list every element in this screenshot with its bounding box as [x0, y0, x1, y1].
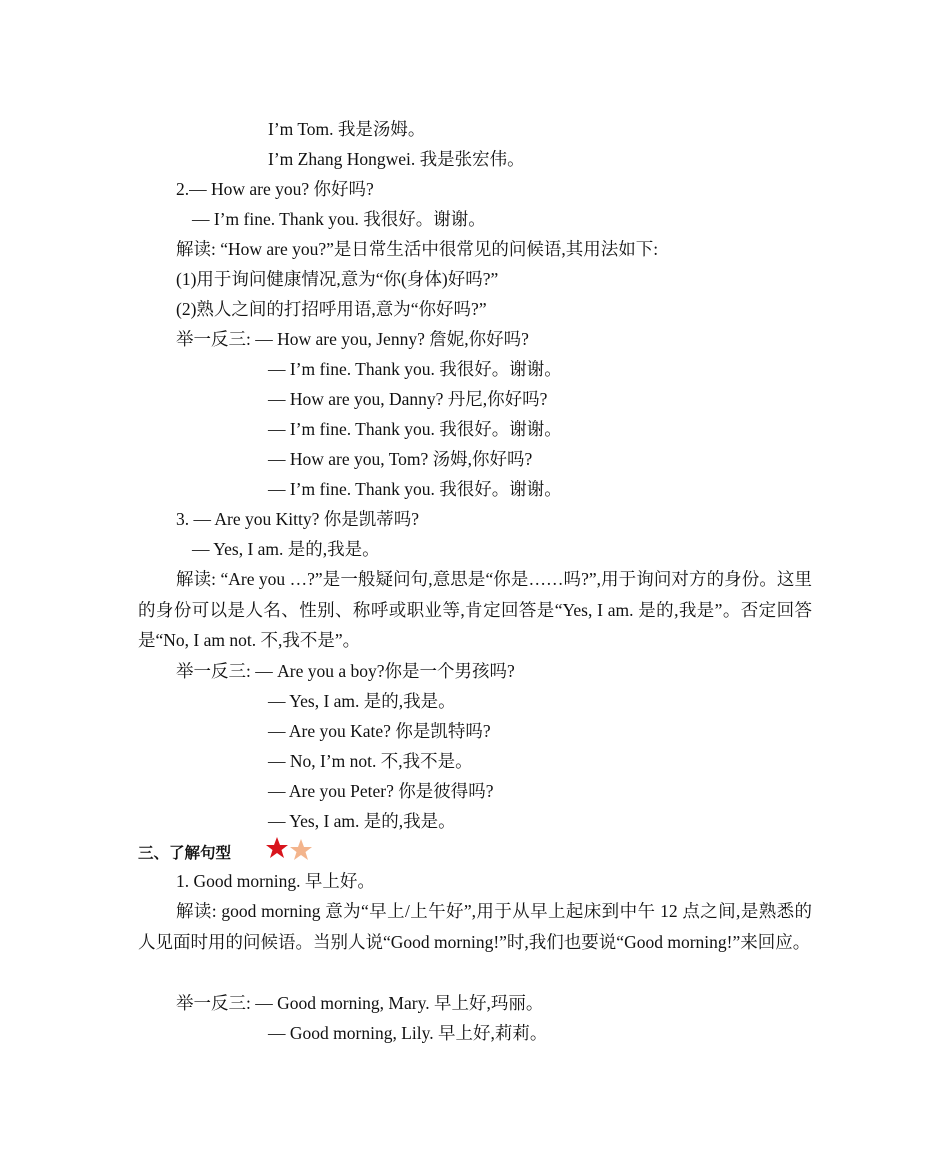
text-line: — I’m fine. Thank you. 我很好。谢谢。 — [268, 359, 562, 379]
text-line: I’m Tom. 我是汤姆。 — [268, 119, 426, 139]
text-line: — Yes, I am. 是的,我是。 — [268, 811, 456, 831]
text-line: — How are you, Danny? 丹尼,你好吗? — [268, 389, 548, 409]
text-line: 解读: “How are you?”是日常生活中很常见的问候语,其用法如下: — [176, 239, 659, 259]
text-line: — Are you Peter? 你是彼得吗? — [268, 781, 494, 801]
text-line: (1)用于询问健康情况,意为“你(身体)好吗?” — [176, 269, 499, 289]
text-line: — Yes, I am. 是的,我是。 — [192, 539, 380, 559]
text-line: — I’m fine. Thank you. 我很好。谢谢。 — [268, 419, 562, 439]
section-heading: 三、了解句型 — [138, 844, 232, 862]
text-line: 举一反三: — How are you, Jenny? 詹妮,你好吗? — [176, 329, 529, 349]
text-line: — How are you, Tom? 汤姆,你好吗? — [268, 449, 533, 469]
rating-stars-icon — [266, 836, 318, 864]
star-filled-icon — [266, 837, 288, 858]
text-line: 举一反三: — Good morning, Mary. 早上好,玛丽。 — [176, 993, 544, 1013]
text-line: 2.— How are you? 你好吗? — [176, 179, 374, 199]
text-line: — I’m fine. Thank you. 我很好。谢谢。 — [192, 209, 486, 229]
text-line: 3. — Are you Kitty? 你是凯蒂吗? — [176, 509, 420, 529]
text-line: (2)熟人之间的打招呼用语,意为“你好吗?” — [176, 299, 487, 319]
star-empty-icon — [290, 839, 312, 860]
text-line: I’m Zhang Hongwei. 我是张宏伟。 — [268, 149, 525, 169]
text-line: — Good morning, Lily. 早上好,莉莉。 — [268, 1023, 548, 1043]
text-line: — No, I’m not. 不,我不是。 — [268, 751, 473, 771]
paragraph: 解读: “Are you …?”是一般疑问句,意思是“你是……吗?”,用于询问对方的身份。这里的身份可以是人名、性别、称呼或职业等,肯定回答是“Yes, I am. 是的,我是”。否定回答是“No, I am not. 不,我不是”。 — [138, 569, 812, 650]
text-line: — I’m fine. Thank you. 我很好。谢谢。 — [268, 479, 562, 499]
text-line: 举一反三: — Are you a boy?你是一个男孩吗? — [176, 661, 515, 681]
text-line: — Yes, I am. 是的,我是。 — [268, 691, 456, 711]
paragraph: 解读: good morning 意为“早上/上午好”,用于从早上起床到中午 12 点之间,是熟悉的人见面时用的问候语。当别人说“Good morning!”时,我们也要说“Good morning!”来回应。 — [138, 901, 812, 952]
text-line: 1. Good morning. 早上好。 — [176, 871, 375, 891]
text-line: — Are you Kate? 你是凯特吗? — [268, 721, 491, 741]
